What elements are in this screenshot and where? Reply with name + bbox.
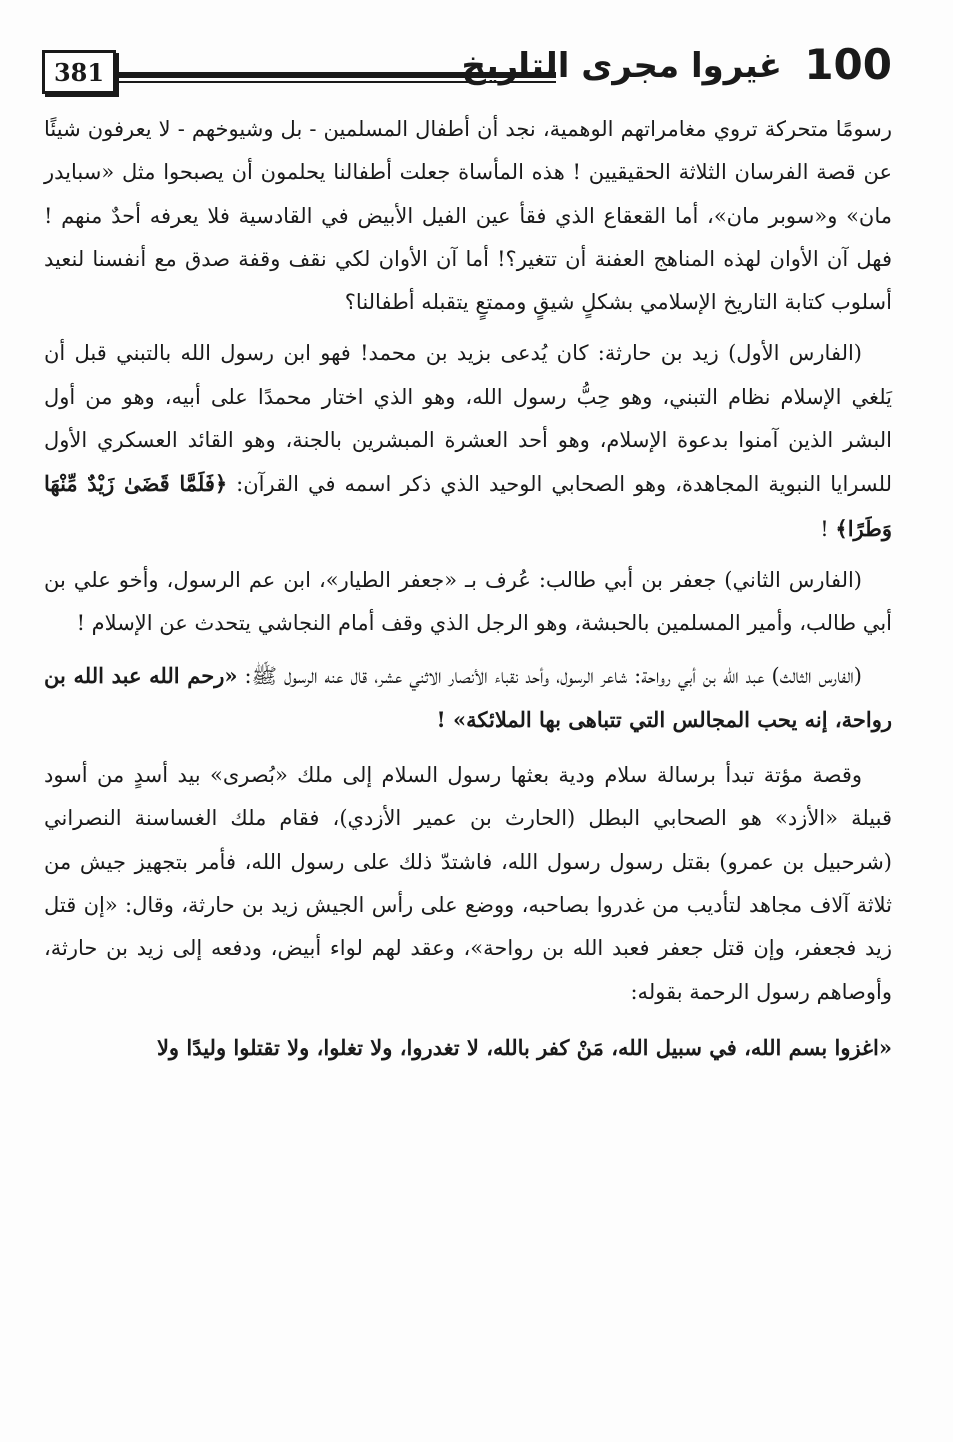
paragraph-second-knight: (الفارس الثاني) جعفر بن أبي طالب: عُرف بـ «جعفر الطيار»، ابن عم الرسول، وأخو علي بن أبي طالب، وأمير المسلمين بالحبشة، وهو الرجل الذي وقف أمام النجاشي يتحدث عن الإسلام !	[44, 567, 892, 636]
book-title: غيروا مجرى التاريخ	[461, 46, 782, 86]
quran-verse: ﴿فَلَمَّا قَضَىٰ زَيْدٌ مِّنْهَا وَطَرًا﴾	[44, 471, 892, 541]
first-knight-text: (الفارس الأول) زيد بن حارثة: كان يُدعى بزيد بن محمد! فهو ابن رسول الله بالتبني قبل أن يَلغي الإسلام نظام التبني، وهو حِبُّ رسول الله، وهو الذي اختار محمدًا على أبيه، وهو من أول البشر الذين آمنوا بدعوة الإسلام، وهو أحد العشرة المبشرين بالجنة، وهو القائد العسكري الأول للسرايا النبوية المجاهدة، وهو الصحابي الوحيد الذي ذكر اسمه في القرآن:	[44, 341, 892, 497]
paragraph-third-knight	[44, 654, 892, 743]
paragraph-intro: رسومًا متحركة تروي مغامراتهم الوهمية، نجد أن أطفال المسلمين - بل وشيوخهم - لا يعرفون شيئًا عن قصة الفرسان الثلاثة الحقيقيين ! هذه المأساة جعلت أطفالنا يحلمون أن يصبحوا مثل «سبايدر مان» و«سوبر مان»، أما القعقاع الذي فقأ عين الفيل الأبيض في القادسية فلا يعرفه أحدٌ منهم ! فهل آن الأوان لهذه المناهج العفنة أن تتغير؟! أما آن الأوان لكي نقف وقفة صدق مع أنفسنا لنعيد أسلوب كتابة التاريخ الإسلامي بشكلٍ شيقٍ وممتعٍ يتقبله أطفالنا؟	[44, 117, 892, 315]
body-text	[44, 108, 892, 1069]
paragraph-first-knight	[44, 332, 892, 550]
first-knight-end: !	[820, 516, 836, 541]
page-number: 381	[42, 50, 116, 94]
page-header	[40, 38, 892, 100]
hadith-quote: «رحم الله عبد الله بن رواحة، إنه يحب المجالس التي تتباهى بها الملائكة» !	[44, 662, 892, 732]
third-knight-text: (الفارس الثالث) عبد الله بن أبي رواحة: شاعر الرسول، وأحد نقباء الأنصار الاثني عشر، قال عنه الرسول ﷺ:	[237, 663, 862, 688]
book-number: 100	[804, 40, 892, 89]
paragraph-mutah: وقصة مؤتة تبدأ برسالة سلام ودية بعثها رسول السلام إلى ملك «بُصرى» بيد أسدٍ من أسود قبيلة «الأزد» هو الصحابي البطل (الحارث بن عمير الأزدي)، فقام ملك الغساسنة النصراني (شرحبيل بن عمرو) بقتل رسول رسول الله، فاشتدّ ذلك على رسول الله، فأمر بتجهيز جيش من ثلاثة آلاف مجاهد لتأديب من غدروا بصاحبه، ووضع على رأس الجيش زيد بن حارثة، وقال: «إن قتل زيد فجعفر، وإن قتل جعفر فعبد الله بن رواحة»، وعقد لهم لواء أبيض، ودفعه إلى زيد بن حارثة، وأوصاهم رسول الرحمة بقوله:	[44, 763, 892, 1004]
paragraph-command: «اغزوا بسم الله، في سبيل الله، مَنْ كفر بالله، لا تغدروا، ولا تغلوا، ولا تقتلوا وليدًا ولا	[156, 1034, 892, 1060]
